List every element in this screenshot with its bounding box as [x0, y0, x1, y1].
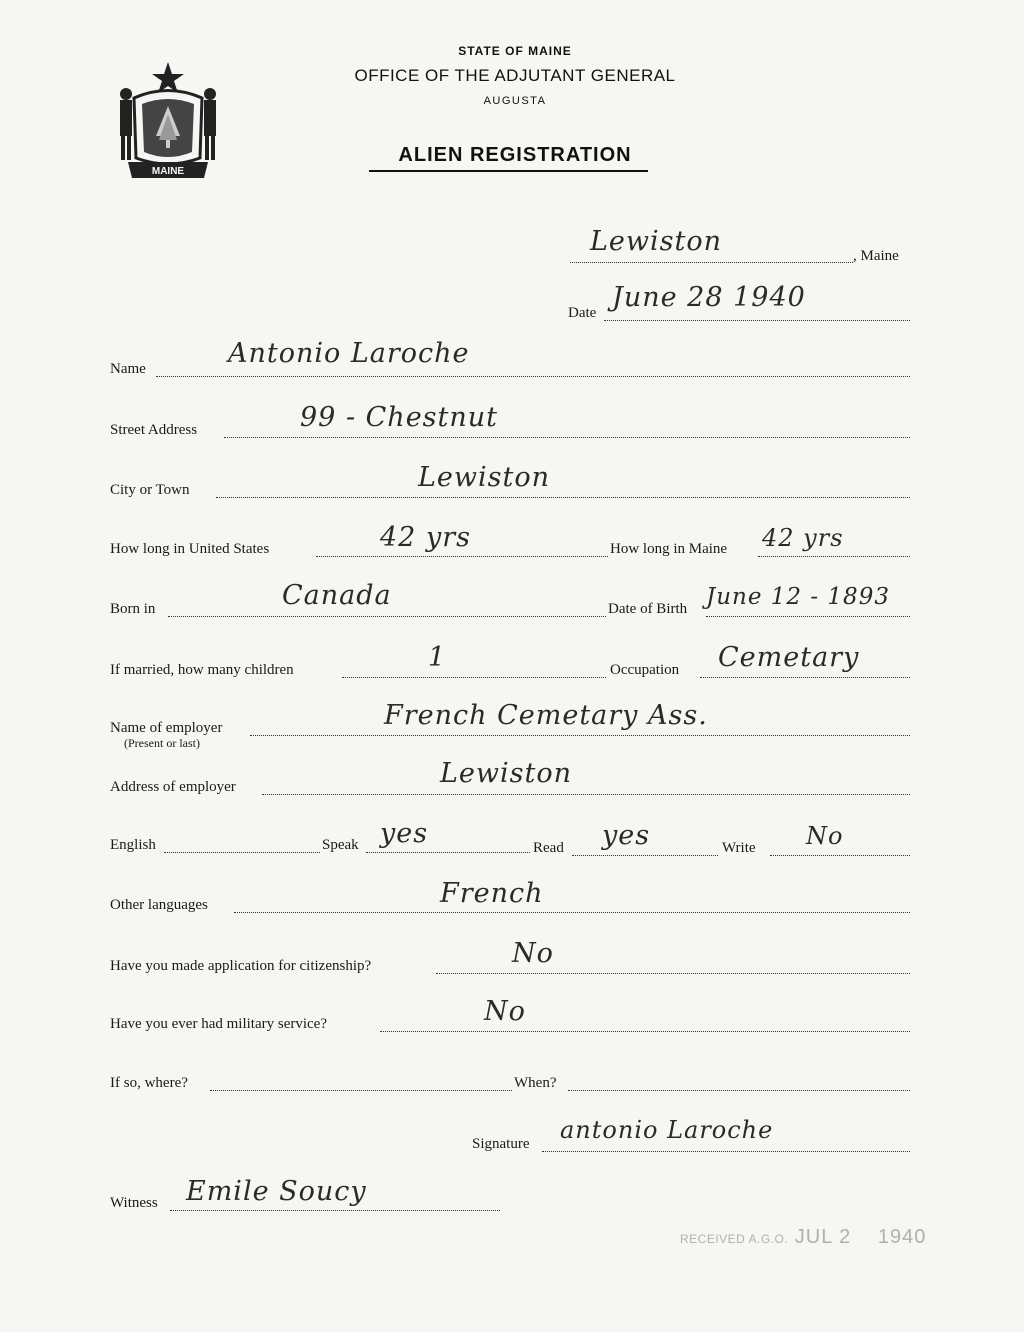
employer-value: French Cemetary Ass.: [384, 700, 708, 731]
speak-line: [366, 852, 530, 853]
write-line: [770, 855, 910, 856]
where-label: If so, where?: [110, 1075, 188, 1091]
city-line: [216, 497, 910, 498]
maine-time-value: 42 yrs: [762, 524, 844, 552]
employer-address-value: Lewiston: [440, 758, 573, 789]
date-line: [604, 320, 910, 321]
citizenship-value: No: [512, 938, 554, 969]
office-heading: OFFICE OF THE ADJUTANT GENERAL: [354, 66, 676, 85]
place-value: Lewiston: [590, 226, 723, 257]
city-value: Lewiston: [418, 462, 551, 493]
other-languages-value: French: [440, 878, 544, 909]
write-label: Write: [722, 840, 756, 856]
military-label: Have you ever had military service?: [110, 1016, 327, 1032]
stamp-year: 1940: [877, 1226, 927, 1248]
children-value: 1: [428, 642, 447, 673]
state-heading: STATE OF MAINE: [458, 44, 572, 58]
military-value: No: [484, 996, 526, 1027]
military-line: [380, 1031, 910, 1032]
stamp-date: JUL 2: [794, 1226, 852, 1248]
us-time-line: [316, 556, 608, 557]
where-line: [210, 1090, 512, 1091]
received-stamp: [680, 1226, 926, 1249]
write-value: No: [806, 822, 844, 850]
witness-value: Emile Soucy: [186, 1176, 367, 1207]
dob-label: Date of Birth: [608, 601, 688, 617]
date-value: June 28 1940: [612, 282, 806, 313]
street-value: 99 - Chestnut: [300, 402, 499, 433]
when-label: When?: [514, 1075, 557, 1091]
maine-state-seal-icon: [114, 58, 222, 182]
signature-value: antonio Laroche: [560, 1116, 774, 1144]
us-time-label: How long in United States: [110, 541, 270, 557]
street-line: [224, 437, 910, 438]
name-line: [156, 376, 910, 377]
signature-line: [542, 1151, 910, 1152]
city-heading: AUGUSTA: [483, 95, 547, 107]
employer-label: Name of employer: [110, 720, 223, 736]
employer-line: [250, 735, 910, 736]
when-line: [568, 1090, 910, 1091]
city-label: City or Town: [110, 482, 190, 498]
date-label: Date: [568, 305, 597, 321]
street-label: Street Address: [110, 422, 198, 438]
stamp-received: RECEIVED A.G.O.: [680, 1232, 789, 1246]
place-line: [570, 262, 853, 263]
other-languages-line: [234, 912, 910, 913]
form-title: ALIEN REGISTRATION: [398, 144, 632, 166]
dob-line: [706, 616, 910, 617]
name-value: Antonio Laroche: [228, 338, 470, 369]
us-time-value: 42 yrs: [380, 522, 471, 553]
name-label: Name: [110, 361, 146, 377]
maine-time-label: How long in Maine: [610, 541, 728, 557]
place-suffix: , Maine: [853, 248, 899, 264]
speak-value: yes: [380, 818, 429, 849]
read-value: yes: [602, 820, 651, 851]
english-line: [164, 852, 320, 853]
children-label: If married, how many children: [110, 662, 294, 678]
born-in-value: Canada: [282, 580, 392, 611]
read-label: Read: [533, 840, 564, 856]
dob-value: June 12 - 1893: [706, 584, 890, 610]
occupation-label: Occupation: [610, 662, 680, 678]
children-line: [342, 677, 606, 678]
citizenship-line: [436, 973, 910, 974]
other-languages-label: Other languages: [110, 897, 208, 913]
read-line: [572, 855, 718, 856]
speak-label: Speak: [322, 837, 359, 853]
title-underline: [369, 170, 648, 172]
witness-line: [170, 1210, 500, 1211]
signature-label: Signature: [472, 1136, 530, 1152]
employer-address-line: [262, 794, 910, 795]
occupation-line: [700, 677, 910, 678]
english-label: English: [110, 837, 156, 853]
born-in-label: Born in: [110, 601, 156, 617]
seal-text: MAINE: [151, 166, 185, 177]
employer-address-label: Address of employer: [110, 779, 236, 795]
employer-sublabel: (Present or last): [124, 736, 200, 750]
occupation-value: Cemetary: [718, 642, 860, 673]
citizenship-label: Have you made application for citizenship?: [110, 958, 372, 974]
witness-label: Witness: [110, 1195, 158, 1211]
born-in-line: [168, 616, 606, 617]
maine-time-line: [758, 556, 910, 557]
